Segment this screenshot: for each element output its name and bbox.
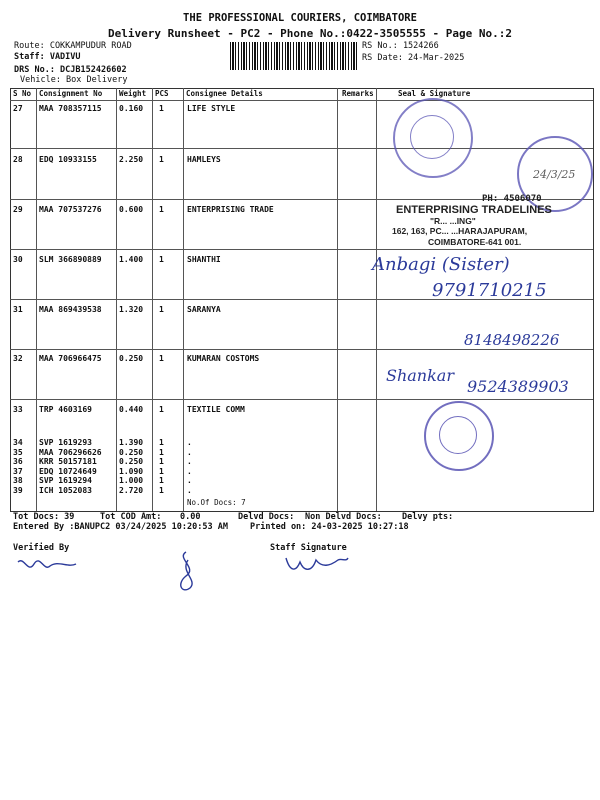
cell-weight: 1.000 bbox=[119, 476, 144, 486]
stamp-phone: PH: 4506070 bbox=[482, 194, 542, 204]
cell-pcs: 1 bbox=[159, 205, 164, 214]
cell-weight: 0.440 bbox=[119, 405, 144, 414]
cell-consignment: MAA 706966475 bbox=[39, 354, 102, 363]
handwritten-phone: 9791710215 bbox=[432, 280, 547, 301]
cell-sno: 34 bbox=[13, 438, 23, 447]
printed-on: Printed on: 24-03-2025 10:27:18 bbox=[250, 522, 409, 532]
cell-consignee: ENTERPRISING TRADE bbox=[187, 205, 274, 214]
tot-cod-label: Tot COD Amt: bbox=[100, 512, 162, 522]
cell-sno: 28 bbox=[13, 155, 23, 164]
cell-consignee: LIFE STYLE bbox=[187, 104, 236, 113]
cell-weight: 1.090 bbox=[119, 466, 144, 476]
cell-weight: 0.250 bbox=[119, 457, 144, 467]
stamp-city: COIMBATORE-641 001. bbox=[428, 237, 522, 247]
cell-weight: 1.320 bbox=[119, 305, 144, 314]
col-header-consignment: Consignment No bbox=[39, 89, 103, 98]
round-seal-stamp bbox=[393, 98, 473, 178]
cell-sno: 33 bbox=[13, 405, 23, 414]
cell-pcs: 1 bbox=[159, 457, 164, 467]
cell-weight: 0.250 bbox=[119, 447, 144, 457]
cell-consignment: SVP 1619293 bbox=[39, 438, 92, 447]
cell-sno: 37 bbox=[13, 466, 23, 476]
cell-consignment: EDQ 10933155 bbox=[39, 155, 97, 164]
cell-consignment: SLM 366890889 bbox=[39, 255, 102, 264]
tot-docs: Tot Docs: 39 bbox=[13, 512, 75, 522]
cell-consignment: MAA 708357115 bbox=[39, 104, 102, 113]
cell-pcs: 1 bbox=[159, 354, 164, 363]
cell-consignee: TEXTILE COMM bbox=[187, 405, 245, 414]
handwritten-note: Anbagi (Sister) bbox=[372, 254, 510, 275]
company-title: THE PROFESSIONAL COURIERS, COIMBATORE bbox=[183, 12, 417, 24]
cell-pcs: 1 bbox=[159, 155, 164, 164]
cell-pcs: 1 bbox=[159, 104, 164, 113]
route-label: Route: COKKAMPUDUR ROAD bbox=[14, 41, 132, 51]
verifier-signature bbox=[14, 548, 94, 578]
col-header-sno: S No bbox=[13, 89, 32, 98]
cell-consignee: SARANYA bbox=[187, 305, 221, 314]
staff-signature bbox=[282, 548, 352, 578]
stamp-company: ENTERPRISING TRADELINES bbox=[396, 204, 552, 216]
cell-consignee: . bbox=[187, 476, 192, 486]
cell-consignment: ICH 1052083 bbox=[39, 486, 92, 495]
row-divider bbox=[10, 399, 593, 400]
cell-consignment: SVP 1619294 bbox=[39, 476, 92, 486]
cell-sno: 39 bbox=[13, 486, 23, 495]
cell-weight: 0.160 bbox=[119, 104, 144, 113]
non-delvd-docs: Non Delvd Docs: bbox=[305, 512, 382, 522]
row-divider bbox=[10, 148, 593, 149]
cell-sno: 29 bbox=[13, 205, 23, 214]
cell-weight: 2.720 bbox=[119, 486, 144, 495]
handwritten-phone: 9524389903 bbox=[467, 377, 569, 396]
staff-signature-label: Staff Signature bbox=[270, 543, 347, 553]
cell-consignment: EDQ 10724649 bbox=[39, 466, 97, 476]
rs-date: RS Date: 24-Mar-2025 bbox=[362, 53, 465, 63]
cell-sno: 27 bbox=[13, 104, 23, 113]
col-header-weight: Weight bbox=[119, 89, 147, 98]
delvy-pts: Delvy pts: bbox=[402, 512, 454, 522]
cell-pcs: 1 bbox=[159, 255, 164, 264]
cell-pcs: 1 bbox=[159, 405, 164, 414]
cell-sno: 30 bbox=[13, 255, 23, 264]
cell-consignment: MAA 869439538 bbox=[39, 305, 102, 314]
cell-consignment: MAA 707537276 bbox=[39, 205, 102, 214]
handwritten-name: Shankar bbox=[386, 366, 454, 385]
cell-weight: 0.250 bbox=[119, 354, 144, 363]
cell-weight: 2.250 bbox=[119, 155, 144, 164]
vehicle-label: Vehicle: Box Delivery bbox=[20, 75, 128, 85]
staff-label: Staff: VADIVU bbox=[14, 52, 81, 62]
col-header-seal: Seal & Signature bbox=[398, 89, 471, 98]
tot-cod-value: 0.00 bbox=[180, 512, 201, 522]
cell-sno: 38 bbox=[13, 476, 23, 486]
cell-pcs: 1 bbox=[159, 466, 164, 476]
cell-consignee: . bbox=[187, 457, 192, 467]
col-header-remarks: Remarks bbox=[342, 89, 374, 98]
col-header-consignee: Consignee Details bbox=[186, 89, 263, 98]
cell-pcs: 1 bbox=[159, 486, 164, 495]
cell-consignee: HAMLEYS bbox=[187, 155, 221, 164]
row-divider bbox=[10, 100, 593, 101]
no-of-docs: No.Of Docs: 7 bbox=[187, 498, 246, 507]
row-divider bbox=[10, 349, 593, 350]
cell-sno: 32 bbox=[13, 354, 23, 363]
cell-consignee: . bbox=[187, 466, 192, 476]
cell-sno: 35 bbox=[13, 447, 23, 457]
row-divider bbox=[10, 249, 593, 250]
cell-weight: 1.400 bbox=[119, 255, 144, 264]
cell-consignee: . bbox=[187, 486, 192, 495]
col-header-pcs: PCS bbox=[155, 89, 169, 98]
cell-consignment: TRP 4603169 bbox=[39, 405, 92, 414]
signature-mark bbox=[168, 548, 208, 598]
cell-weight: 1.390 bbox=[119, 438, 144, 447]
cell-pcs: 1 bbox=[159, 305, 164, 314]
delvd-docs: Delvd Docs: bbox=[238, 512, 295, 522]
stamp-address: 162, 163, PC... ...HARAJAPURAM, bbox=[392, 226, 528, 236]
cell-consignee: SHANTHI bbox=[187, 255, 221, 264]
hamleys-date: 24/3/25 bbox=[533, 168, 576, 181]
drs-number: DRS No.: DCJB152426602 bbox=[14, 65, 127, 75]
entered-by: Entered By :BANUPC2 03/24/2025 10:20:53 AM bbox=[13, 522, 228, 532]
handwritten-phone: 8148498226 bbox=[464, 331, 560, 349]
round-seal-stamp bbox=[424, 401, 494, 471]
cell-pcs: 1 bbox=[159, 476, 164, 486]
verified-by-label: Verified By bbox=[13, 543, 70, 553]
cell-pcs: 1 bbox=[159, 447, 164, 457]
cell-consignee: KUMARAN COSTOMS bbox=[187, 354, 260, 363]
cell-consignee: . bbox=[187, 438, 192, 447]
cell-consignee: . bbox=[187, 447, 192, 457]
stamp-building: "R... ...ING" bbox=[430, 216, 476, 226]
barcode bbox=[230, 42, 358, 70]
runsheet-subtitle: Delivery Runsheet - PC2 - Phone No.:0422-3505555 - Page No.:2 bbox=[108, 27, 512, 40]
rs-number: RS No.: 1524266 bbox=[362, 41, 439, 51]
cell-weight: 0.600 bbox=[119, 205, 144, 214]
cell-pcs: 1 bbox=[159, 438, 164, 447]
cell-consignment: KRR 50157181 bbox=[39, 457, 97, 467]
cell-consignment: MAA 706296626 bbox=[39, 447, 102, 457]
cell-sno: 36 bbox=[13, 457, 23, 467]
cell-sno: 31 bbox=[13, 305, 23, 314]
